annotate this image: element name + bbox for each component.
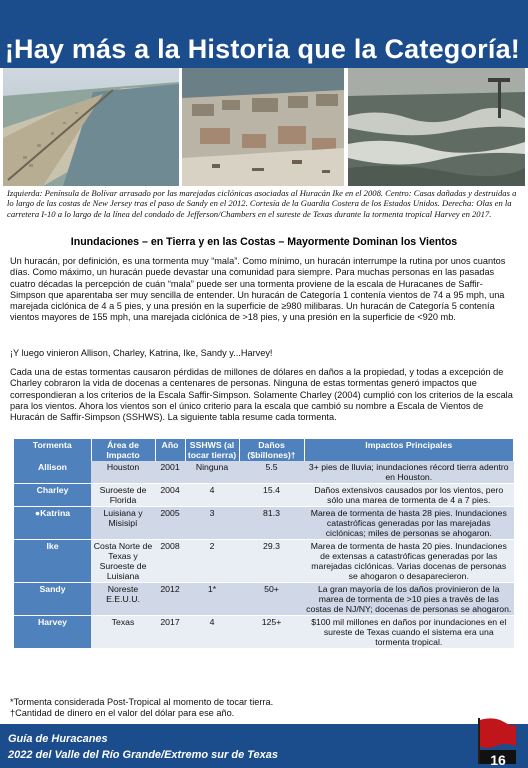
table-cell: Luisiana y Misisipí [91,507,155,540]
footer-region-title: 2022 del Valle del Río Grande/Extremo sur de Texas [8,749,279,761]
table-cell: 3+ pies de lluvia; inundaciones récord tierra adentro en Houston. [304,461,514,484]
photo-caption: Izquierda: Península de Bolívar arrasado por las marejadas ciclónicas asociadas al Huracán Ike en el 2008. Centro: Casas dañadas y destruidas a lo largo de las costas de New Jersey tras el paso de Sandy en el 2012. Cortesía de la Guardia Costera de los Estados Unidos. Derecha: Olas en la carretera I-10 a lo largo de la línea del condado de Jefferson/Chambers en el sureste de Texas durante la tormenta tropical Harvey en 2017. [7,188,517,219]
section-subheading: Inundaciones – en Tierra y en las Costas – Mayormente Dominan los Vientos [70,236,458,248]
column-header: Año [155,439,185,461]
table-cell: La gran mayoría de los daños provinieron de la marea de tormenta de >10 pies a través de las costas de NJ/NY; docenas de personas se ahogaron. [304,583,514,616]
table-cell: Costa Norte de Texas y Suroeste de Luisiana [91,540,155,583]
table-cell: 81.3 [239,507,304,540]
storm-name: Sandy [14,583,91,616]
table-cell: 29.3 [239,540,304,583]
post-tropical-footnote: *Tormenta considerada Post-Tropical al momento de tocar tierra. [10,697,274,707]
intro-paragraph: Un huracán, por definición, es una tormenta muy “mala”. Como mínimo, un huracán interrumpe la rutina por unos cuantos días. Como máximo, un huracán puede devastar una comunidad para siempre. Para muchas personas en las pasadas cuatro décadas la percepción de cuán “mala” puede ser una tormenta proviene de la escala de Huracanes de Saffir-Simpson que aparentaba ser muy sencilla de entender. Un huracán de Categoría 1 contenía vientos de 74 a 95 mph, una marejada ciclónica de 4 a 5 pies, y una presión en la superficie de ≥980 milibaras. Un huracán de Categoría 5 contenía vientos mayores de 155 mph, una marejada ciclónica de >18 pies, y una presión en la superficie de <920 mb. [10,256,506,323]
table-header-row [14,439,514,461]
table-cell: 2 [185,540,239,583]
table-cell: Marea de tormenta de hasta 28 pies. Inundaciones catastróficas generadas por las marejadas ciclónicas; miles de personas se ahogaron. [304,507,514,540]
aerial-peninsula-image [3,68,179,186]
table-cell: 15.4 [239,484,304,507]
storm-name: ●Katrina [14,507,91,540]
column-header: Impactos Principales [304,439,514,461]
dollar-value-footnote: †Cantidad de dinero en el valor del dólar para ese año. [10,708,235,719]
column-header: SSHWS (al tocar tierra) [185,439,239,461]
table-cell: Marea de tormenta de hasta 20 pies. Inundaciones de extensas a catastróficas generadas por las marejadas ciclónicas. Varias docenas de personas se ahogaron o desaparecieron. [304,540,514,583]
table-cell: 1* [185,583,239,616]
table-cell: 2005 [155,507,185,540]
table-row [14,484,514,507]
bullet-icon: ● [34,508,41,518]
table-row [14,507,514,540]
column-header: Tormenta [14,439,91,461]
page-number: 16 [490,752,506,768]
storm-name: Allison [14,461,91,484]
table-cell: 5.5 [239,461,304,484]
table-cell: Houston [91,461,155,484]
table-cell: 2017 [155,616,185,649]
storm-name: Harvey [14,616,91,649]
table-row [14,540,514,583]
table-cell: Ninguna [185,461,239,484]
table-cell: 125+ [239,616,304,649]
table-footnotes [10,697,273,720]
table-cell: Texas [91,616,155,649]
storm-name: Ike [14,540,91,583]
storm-name: Charley [14,484,91,507]
table-cell: 3 [185,507,239,540]
storms-summary-paragraph: Cada una de estas tormentas causaron pérdidas de millones de dólares en daños a la propiedad, y todas a excepción de Charley cobraron la vida de docenas a centenares de personas. Ninguna de estas tormentas generó impactos que correspondieran a los criterios de la Escala Saffir-Simpson. Solamente Charley (2004) cumplió con los criterios de la escala para los vientos. Ahora los vientos son el único criterio para la escala que cambió su nombre a Escala de Vientos de Huracán de Saffir-Simpson (SSHWS). La siguiente tabla resume cada tormenta. [10,367,513,423]
storm-waves-image [348,68,525,186]
hurricane-table [14,439,514,649]
footer-guide-title: Guía de Huracanes [8,733,108,745]
table-cell: 2004 [155,484,185,507]
table-cell: 4 [185,616,239,649]
table-cell: 2008 [155,540,185,583]
page-header [0,0,528,68]
page-footer [0,724,528,768]
column-header: Daños ($billones)† [239,439,304,461]
table-cell: 4 [185,484,239,507]
table-cell: 50+ [239,583,304,616]
table-row [14,616,514,649]
table-cell: Suroeste de Florida [91,484,155,507]
column-header: Área de Impacto [91,439,155,461]
storms-lead-paragraph: ¡Y luego vinieron Allison, Charley, Katrina, Ike, Sandy y...Harvey! [10,348,273,358]
table-cell: $100 mil millones en daños por inundaciones en el sureste de Texas cuando el sistema era una tormenta tropical. [304,616,514,649]
table-cell: Noreste E.E.U.U. [91,583,155,616]
page-title: ¡Hay más a la Historia que la Categoría! [4,34,520,64]
table-cell: 2001 [155,461,185,484]
table-row [14,461,514,484]
damaged-houses-image [182,68,344,186]
table-row [14,583,514,616]
table-cell: 2012 [155,583,185,616]
table-cell: Daños extensivos causados por los vientos, pero sólo una marea de tormenta de 4 a 7 pies. [304,484,514,507]
